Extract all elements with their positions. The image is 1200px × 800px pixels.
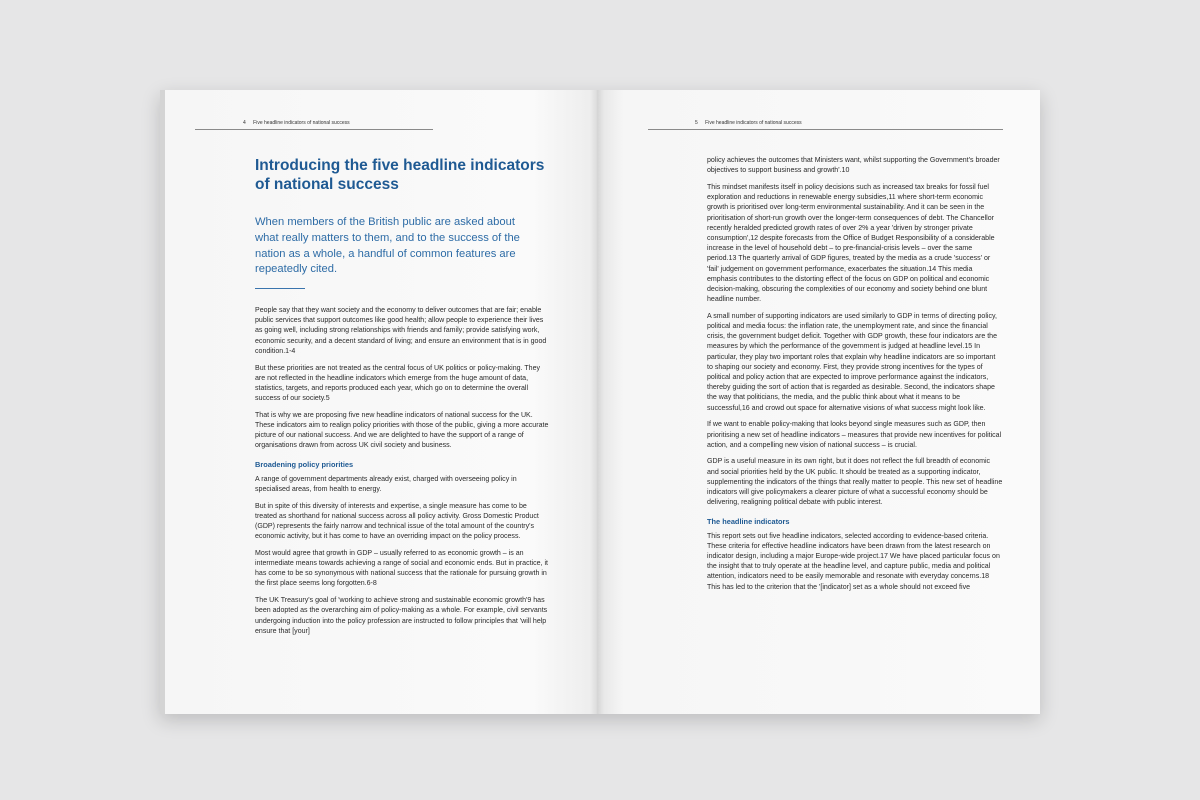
right-body-column	[707, 156, 1003, 599]
lead-paragraph: When members of the British public are asked about what really matters to them, and to the success of the nation as a whole, a handful of common features are repeatedly cited.	[255, 216, 520, 276]
spine-gutter	[590, 90, 604, 714]
body-paragraph: policy achieves the outcomes that Ministers want, whilst supporting the Government's broader objectives to support business and growth'.10	[707, 157, 1000, 175]
page-number: 5	[695, 120, 698, 126]
page-title: Introducing the five headline indicators of national success	[255, 157, 545, 193]
body-paragraph: This report sets out five headline indicators, selected according to evidence-based criteria. These criteria for effective headline indicators have been drawn from the latest research on indicator design, including a major Europe-wide project.17 We have placed particular focus on the insight that to truly operate at the headline level, and capture public, media and political attention, indicators need to be easily memorable and resonate with everyday concerns.18 This has led to the criterion that the '[indicator] set as a whole should not exceed five	[707, 532, 1000, 591]
section-heading: The headline indicators	[707, 516, 790, 526]
body-paragraph: That is why we are proposing five new headline indicators of national success for the UK. These indicators aim to realign policy priorities with those of the public, giving a more accurate picture of our national success. And we are delighted to have the support of a range of organisations drawn from across UK civil society and business.	[255, 411, 549, 450]
body-paragraph: The UK Treasury's goal of 'working to achieve strong and sustainable economic growth'9 has been adopted as the overarching aim of policy-making as a whole. For example, civil servants undergoing induction into the policy profession are instructed to follow principles that 'will help ensure that [your]	[255, 597, 548, 635]
body-paragraph: This mindset manifests itself in policy decisions such as increased tax breaks for fossil fuel exploration and reductions in renewable energy subsidies,11 where short-term economic growth is prioritised over long-term environmental sustainability. And it can be seen in the prioritisation of short-run growth over the longer-term consequences of debt. The Chancellor recently heralded predicted growth rates of over 2% a year 'driven by stronger private consumption',12 despite forecasts from the Office of Budget Responsibility of a considerable increase in the level of household debt – to pre-financial-crisis levels – over the same period.13 The quarterly arrival of GDP figures, treated by the media as a crude 'success' or 'fail' judgement on government performance, exacerbates the situation.14 This media emphasis contributes to the distorting effect of the focus on GDP on political and economic decision-making, obscuring the complexities of our economy and society behind one blunt headline number.	[707, 183, 995, 304]
lead-divider	[255, 288, 305, 289]
body-paragraph: But these priorities are not treated as the central focus of UK politics or policy-making. They are not reflected in the headline indicators which emerge from the huge amount of data, statistics, targets, and reports produced each year, which go on to determine the overall success of our society.5	[255, 364, 541, 403]
body-paragraph: People say that they want society and the economy to deliver outcomes that are fair; enable public services that support outcomes like good health; allow people to experience their lives as going well, including strong relationships with friends and family; provide satisfying work, economic security, and a decent standard of living; and ensure an environment that is in good condition.1-4	[255, 307, 547, 355]
right-page	[597, 90, 1040, 714]
running-head-title: Five headline indicators of national success	[253, 120, 350, 126]
running-head-title: Five headline indicators of national success	[705, 120, 802, 126]
brochure-spread	[160, 90, 1040, 714]
body-paragraph: But in spite of this diversity of interests and expertise, a single measure has come to be treated as shorthand for national success across all policy activity. Gross Domestic Product (GDP) represents the fairly narrow and technical issue of the total amount of the country's economic activity, but it has come to have an overriding impact on the policy process.	[255, 502, 539, 541]
section-heading: Broadening policy priorities	[255, 459, 354, 469]
page-number: 4	[243, 120, 246, 126]
body-paragraph: GDP is a useful measure in its own right, but it does not reflect the full breadth of economic and social priorities held by the UK public. It should be treated as a supporting indicator, supplementing the indicators of the things that really matter to people. This new set of headline indicators will give policymakers a clearer picture of what a successful economy should be delivering, realigning political debate with public interest.	[707, 458, 1003, 507]
running-head	[648, 119, 1003, 130]
body-paragraph: A small number of supporting indicators are used similarly to GDP in terms of directing policy, political and media focus: the inflation rate, the unemployment rate, and since the financial crisis, the government budget deficit. Together with GDP growth, these four indicators are the measures by which the performance of the government is judged at headline level.15 In particular, they play two important roles that explain why headline indicators are so important to shaping our society and economy. First, they provide strong incentives for the types of political and policy action that are expected to improve performance against the indicators, thereby guiding the sort of action that is regarded as desirable. Second, the indicators shape the way that politicians, the media, and the public think about what it means to be successful,16 and crowd out space for alternative visions of what success might look like.	[707, 312, 997, 412]
body-paragraph: If we want to enable policy-making that looks beyond single measures such as GDP, then prioritising a new set of headline indicators – measures that provide new incentives for political action, and a compelling new vision of national success – is crucial.	[707, 421, 1002, 449]
left-page	[160, 90, 597, 714]
body-paragraph: Most would agree that growth in GDP – usually referred to as economic growth – is an intermediate means towards achieving a range of social and economic ends. But in practice, it has come to be so synonymous with national success that the rationale for pursuing growth in the first place seems long forgotten.6-8	[255, 549, 548, 588]
left-body-column	[255, 306, 550, 643]
body-paragraph: A range of government departments already exist, charged with overseeing policy in specialised areas, from health to energy.	[255, 475, 517, 493]
running-head	[195, 119, 433, 130]
